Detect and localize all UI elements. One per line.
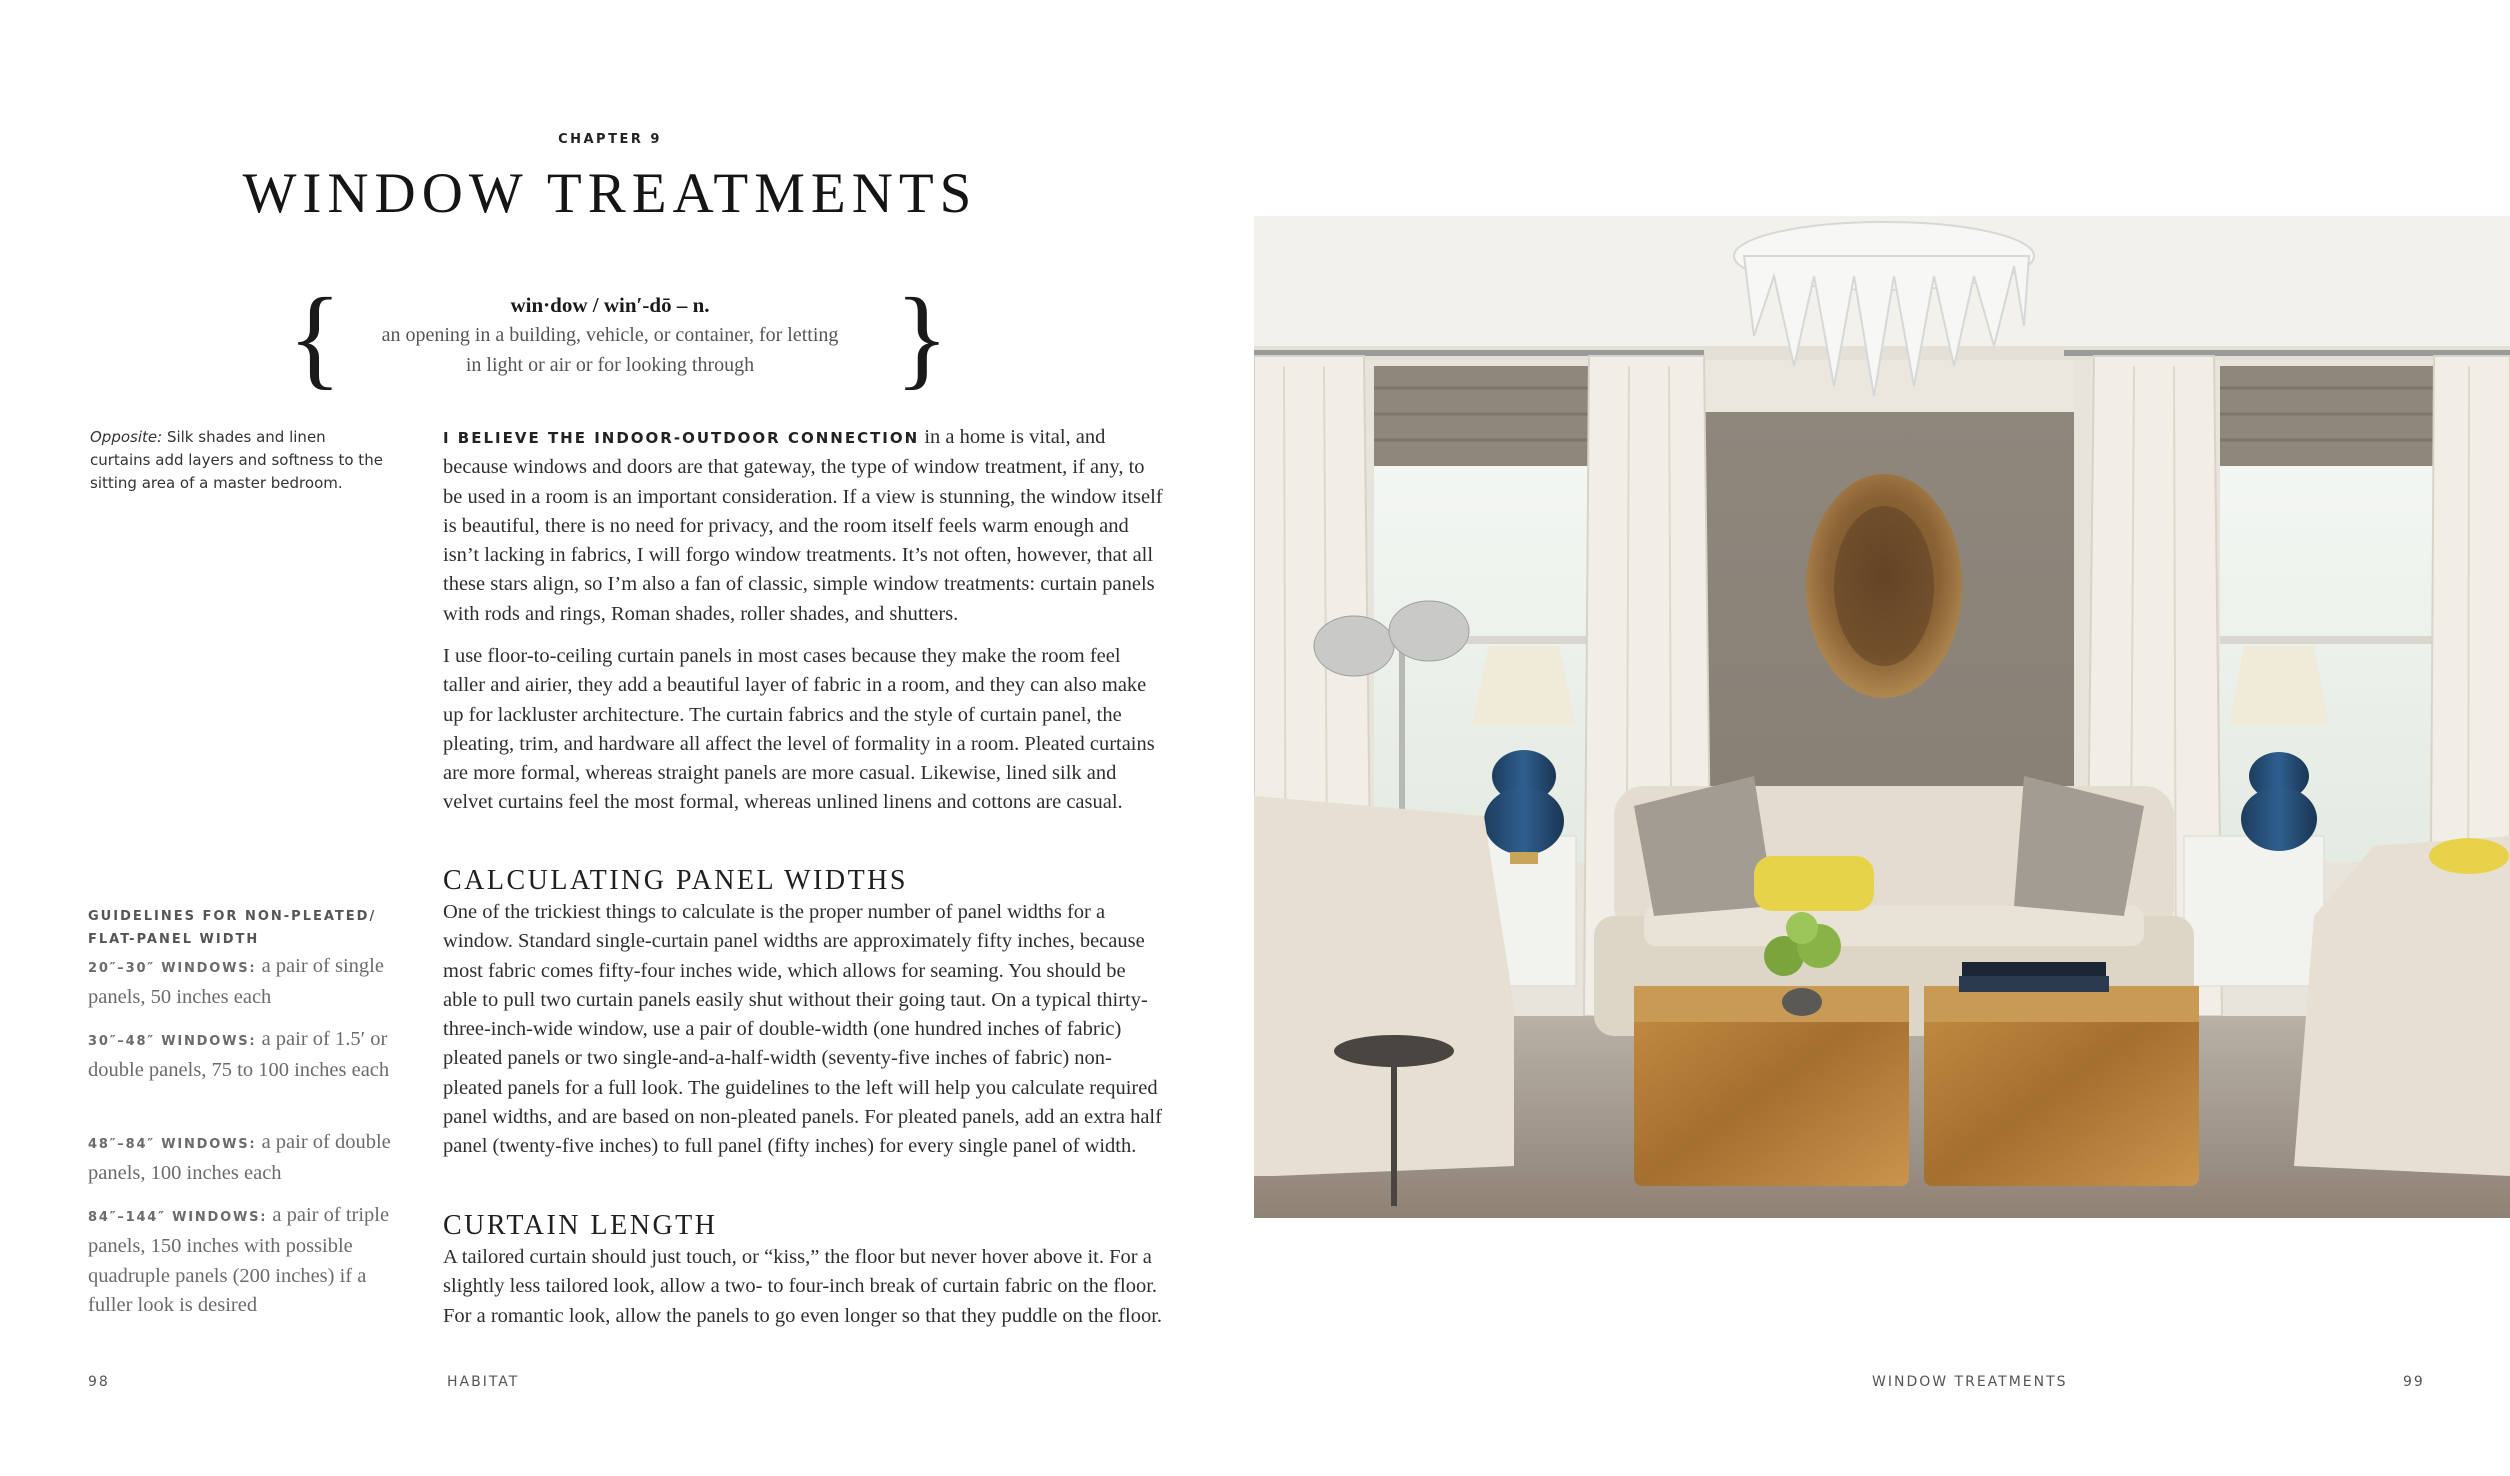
guideline-label: 20″–30″ WINDOWS: — [88, 961, 257, 976]
body-paragraph-1 — [443, 423, 1163, 629]
panel-widths-paragraph: One of the trickiest things to calculate is the proper number of panel widths for a window. Standard single-curtain panel widths are approximately fifty inches, because most fabric comes fifty-four inches wide, which allows for seaming. You should be able to pull two curtain panels easily shut without their going taut. On a typical thirty-three-inch-wide window, use a pair of double-width (one hundred inches of fabric) pleated panels or two single-and-a-half-width (seventy-five inches of fabric) non-pleated panels for a full look. The guidelines to the left will help you calculate required panel widths, and are based on non-pleated panels. For pleated panels, add an extra half panel (twenty-five inches) to full panel (fifty inches) for every single panel of width. — [443, 901, 1162, 1158]
caption-text: Silk shades and linen curtains add layers and softness to the sitting area of a master bedroom. — [90, 428, 383, 492]
heading-curtain-length: CURTAIN LENGTH — [443, 1210, 718, 1241]
guideline-item — [88, 1128, 408, 1189]
page-number-right: 99 — [2403, 1374, 2425, 1390]
guideline-text: a pair of 1.5′ or double panels, 75 to 100 inches each — [88, 1028, 390, 1082]
guideline-text: a pair of single panels, 50 inches each — [88, 955, 384, 1009]
definition-word: win·dow / win′-dō – n. — [510, 293, 710, 317]
caption-lead: Opposite: — [90, 428, 163, 446]
chapter-label: CHAPTER 9 — [558, 132, 662, 147]
guideline-text: a pair of double panels, 100 inches each — [88, 1131, 391, 1185]
guideline-label: 30″–48″ WINDOWS: — [88, 1034, 257, 1049]
guideline-item — [88, 952, 408, 1013]
paragraph-lead-in: I BELIEVE THE INDOOR-OUTDOOR CONNECTION — [443, 429, 920, 447]
definition-meaning-line-2: in light or air or for looking through — [465, 354, 755, 376]
running-title-right: WINDOW TREATMENTS — [1872, 1374, 2068, 1390]
definition-meaning-line-1: an opening in a building, vehicle, or container, for letting — [381, 324, 839, 346]
dictionary-definition — [360, 290, 860, 380]
living-room-photo — [1254, 216, 2510, 1218]
chapter-title: WINDOW TREATMENTS — [242, 162, 978, 225]
guideline-label: 84″–144″ WINDOWS: — [88, 1210, 268, 1225]
body-paragraph-2: I use floor-to-ceiling curtain panels in most cases because they make the room feel taller and airier, they add a beautiful layer of fabric in a room, and they can also make up for lackluster architecture. The curtain fabrics and the style of curtain panel, the pleating, trim, and hardware all affect the level of formality in a room. Pleated curtains are more formal, whereas straight panels are more casual. Likewise, lined silk and velvet curtains feel the most formal, whereas unlined linens and cottons are casual. — [443, 645, 1155, 814]
sidebar-title: GUIDELINES FOR NON-PLEATED/ FLAT-PANEL WIDTH — [88, 909, 377, 947]
left-brace-icon: { — [288, 276, 342, 400]
guideline-label: 48″–84″ WINDOWS: — [88, 1137, 257, 1152]
guideline-item — [88, 1201, 408, 1320]
running-title-left: HABITAT — [447, 1374, 520, 1390]
curtain-length-paragraph: A tailored curtain should just touch, or “kiss,” the floor but never hover above it. For a slightly less tailored look, allow a two- to four-inch break of curtain fabric on the floor. For a romantic look, allow the panels to go even longer so that they puddle on the floor. — [443, 1246, 1163, 1327]
guideline-item — [88, 1025, 408, 1086]
guideline-text: a pair of triple panels, 150 inches with possible quadruple panels (200 inches) if a fuller look is desired — [88, 1204, 390, 1316]
right-brace-icon: } — [895, 276, 949, 400]
photo-caption — [90, 426, 390, 495]
page-number-left: 98 — [88, 1374, 110, 1390]
heading-calculating-panel-widths: CALCULATING PANEL WIDTHS — [443, 865, 908, 896]
paragraph-1-text: in a home is vital, and because windows and doors are that gateway, the type of window treatment, if any, to be used in a room is an important consideration. If a view is stunning, the window itself is beautiful, there is no need for privacy, and the room itself feels warm enough and isn’t lacking in fabrics, I will forgo window treatments. It’s not often, however, that all these stars align, so I’m also a fan of classic, simple window treatments: curtain panels with rods and rings, Roman shades, roller shades, and shutters. — [443, 426, 1163, 625]
